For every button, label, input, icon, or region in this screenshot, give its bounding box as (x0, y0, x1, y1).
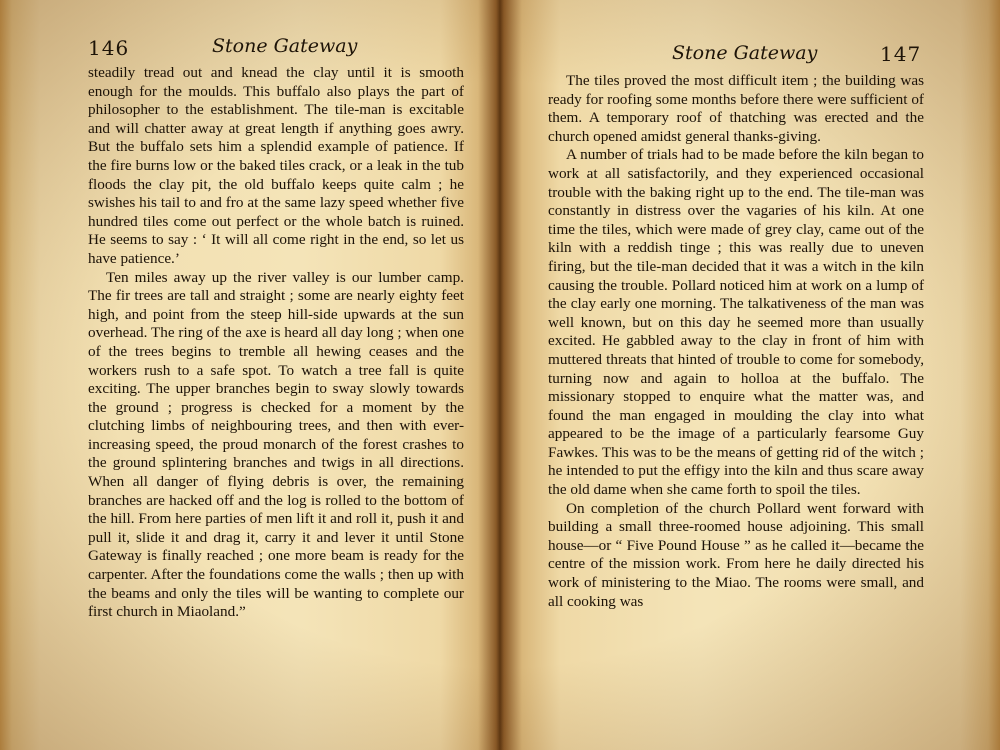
right-paragraph-2: A number of trials had to be made before the kiln began to work at all satisfactorily, and they experienced occasional trouble with the baking right up to the end. The tile-man was constantly in distress over the vagaries of his kiln. At one time the tiles, which were made of grey clay, came out of the kiln with a reddish tinge ; this was really due to uneven firing, but the tile-man decided that it was a witch in the kiln causing the trouble. Pollard noticed him at work on a lump of the clay early one morning. The talkativeness of the man was well known, but on this day he seemed more than usually excited. He gabbled away to the clay in front of him with muttered threats that hinted of trouble to come for somebody, turning now and again to holloa at the buffalo. The missionary stopped to enquire what the matter was, and found the man engaged in moulding the clay into what appeared to be the image of a particularly fearsome Guy Fawkes. This was to be the means of getting rid of the witch ; he intended to put the effigy into the kiln and thus scare away the old dame when she came forth to spoil the tiles. (548, 146, 924, 499)
right-page-number: 147 (880, 42, 922, 66)
left-paragraph-1: steadily tread out and knead the clay until it is smooth enough for the moulds. This buffalo also plays the part of philosopher to the establishment. The tile-man is excitable and will chatter away at great length if anything goes awry. But the buffalo sets him a splendid example of patience. If the fire burns low or the baked tiles crack, or a leak in the tub floods the clay pit, the old buffalo keeps quite calm ; he swishes his tail to and fro at the same lazy speed whether five hundred tiles come out perfect or the whole batch is ruined. He seems to say : ‘ It will all come right in the end, so let us have patience.’ (88, 64, 464, 267)
right-paragraph-3: On completion of the church Pollard went forward with building a small three-roomed house adjoining. This small house—or “ Five Pound House ” as he called it—became the centre of the mission work. From here he daily directed his work of ministering to the Miao. The rooms were small, and all cooking was (548, 499, 924, 610)
right-paragraph-1: The tiles proved the most difficult item ; the building was ready for roofing some months before there were sufficient of them. A temporary roof of thatching was erected and the church opened amidst general thanks-giving. (548, 72, 924, 145)
right-page-body (548, 72, 924, 611)
right-page (504, 0, 1000, 750)
left-running-title: Stone Gateway (212, 35, 358, 57)
right-running-title: Stone Gateway (672, 42, 818, 64)
left-paragraph-2: Ten miles away up the river valley is our lumber camp. The fir trees are tall and straight ; some are nearly eighty feet high, and point from the steep hill-side upwards at the sun overhead. The ring of the axe is heard all day long ; when one of the trees begins to tremble all hewing ceases and the workers rush to a safe spot. To watch a tree fall is quite exciting. The upper branches begin to sway slowly towards the ground ; progress is checked for a moment by the clutching limbs of neighbouring trees, and then with ever-increasing speed, the proud monarch of the forest crashes to the ground splintering branches and twigs in all directions. When all danger of flying debris is over, the remaining branches are hacked off and the log is rolled to the bottom of the hill. From here parties of men lift it and roll it, push it and pull it, slide it and drag it, carry it and lever it until Stone Gateway is finally reached ; one more beam is ready for the carpenter. After the foundations come the walls ; then up with the beams and only the tiles will be wanting to complete our first church in Miaoland.” (88, 268, 464, 621)
left-page-number: 146 (88, 36, 130, 60)
left-page-body (88, 64, 464, 622)
left-page (0, 0, 496, 750)
